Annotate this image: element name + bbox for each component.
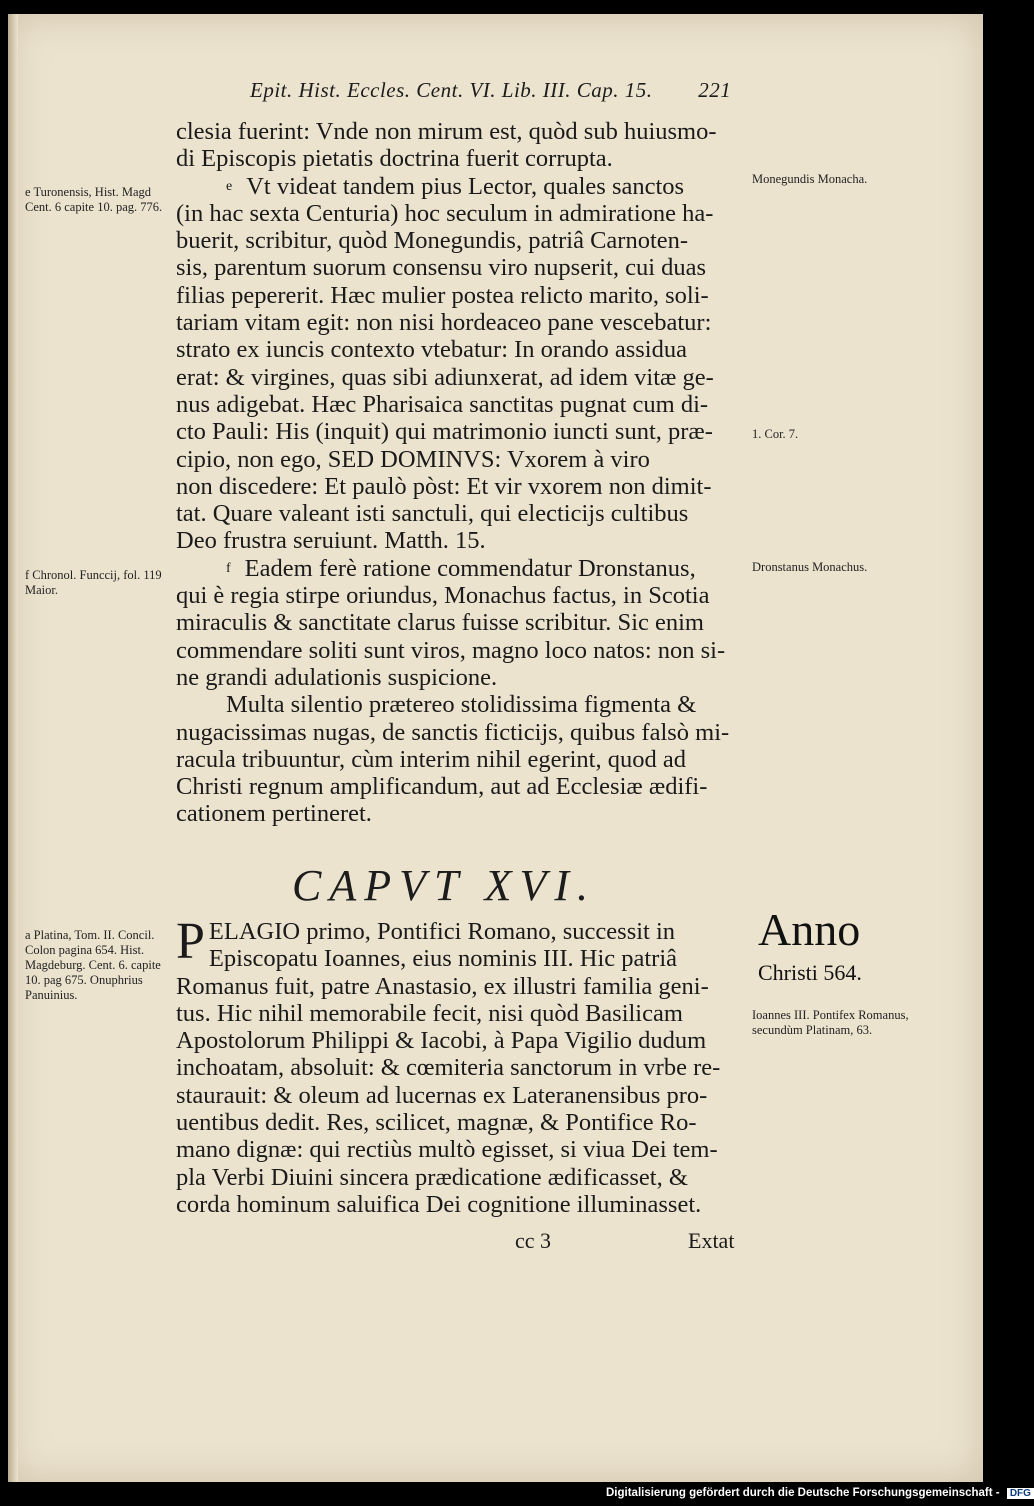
side-note-monegundis: Monegundis Monacha. xyxy=(752,172,868,186)
body-line-text: sis, parentum suorum consensu viro nupserit, cui duas xyxy=(176,254,707,282)
body-line xyxy=(176,364,756,391)
chapter-line: Romanus fuit, patre Anastasio, ex illustri familia geni- xyxy=(176,972,709,1000)
signature-mark: cc 3 xyxy=(515,1228,552,1253)
margin-note-e: e Turonensis, Hist. Magd Cent. 6 capite 10. pag. 776. xyxy=(25,185,163,214)
body-line xyxy=(176,500,756,527)
body-line-text: filias pepererit. Hæc mulier postea relicto marito, soli- xyxy=(176,281,709,309)
body-line-text: miraculis & sanctitate clarus fuisse scribitur. Sic enim xyxy=(176,609,704,637)
body-line xyxy=(176,254,756,281)
body-line xyxy=(176,391,756,418)
body-line-text: nus adigebat. Hæc Pharisaica sanctitas pugnat cum di- xyxy=(176,390,709,418)
body-line-text: erat: & virgines, quas sibi adiunxerat, ad idem vitæ ge- xyxy=(176,363,714,391)
body-line xyxy=(176,118,756,145)
chapter-line: corda hominum saluifica Dei cognitione illuminasset. xyxy=(176,1190,702,1218)
catchword: Extat xyxy=(688,1228,735,1253)
body-line xyxy=(176,336,756,363)
body-line-text: Vt videat tandem pius Lector, quales sanctos xyxy=(246,172,685,200)
body-line-text: Eadem ferè ratione commendatur Dronstanus, xyxy=(244,554,696,582)
body-line xyxy=(176,173,756,200)
body-line-text: strato ex iuncis contexto vtebatur: In orando assidua xyxy=(176,336,687,364)
body-line xyxy=(176,527,756,554)
chapter-line: uentibus dedit. Res, scilicet, magnæ, & Pontifice Ro- xyxy=(176,1109,697,1137)
body-line xyxy=(176,418,756,445)
note-reference: e xyxy=(226,178,233,194)
side-note-dronstanus: Dronstanus Monachus. xyxy=(752,560,868,574)
body-line-text: tariam vitam egit: non nisi hordeaceo pane vescebatur: xyxy=(176,309,712,337)
body-line-text: cationem pertineret. xyxy=(176,800,372,828)
body-line xyxy=(176,746,756,773)
chapter-line: Episcopatu Ioannes, eius nominis III. Hic patriâ xyxy=(208,945,678,973)
margin-note-a: a Platina, Tom. II. Concil. Colon pagina 654. Hist. Magdeburg. Cent. 6. capite 10. pag 675. Onuphrius Panuinius. xyxy=(25,928,161,1002)
chapter-heading: CAPVT XVI. xyxy=(292,861,597,910)
body-line xyxy=(176,473,756,500)
main-text-block xyxy=(176,118,756,828)
chapter-line: inchoatam, absoluit: & cœmiteria sanctorum in vrbe re- xyxy=(176,1054,721,1082)
body-line xyxy=(176,309,756,336)
header-title: Epit. Hist. Eccles. Cent. VI. Lib. III. Cap. 15. xyxy=(250,78,653,102)
side-note-cor: 1. Cor. 7. xyxy=(752,427,799,441)
dfg-logo: DFG xyxy=(1007,1488,1034,1499)
body-line-text: clesia fuerint: Vnde non mirum est, quòd sub huiusmo- xyxy=(176,118,717,145)
body-line-text: tat. Quare valeant isti sanctuli, qui electicijs cultibus xyxy=(176,500,689,528)
chapter-line: mano dignæ: qui rectiùs multò egisset, si viua Dei tem- xyxy=(176,1136,718,1164)
body-line xyxy=(176,555,756,582)
body-line-text: commendare soliti sunt viros, magno loco natos: non si- xyxy=(176,636,726,664)
body-line xyxy=(176,200,756,227)
body-line xyxy=(176,582,756,609)
body-line xyxy=(176,691,756,718)
page-number: 221 xyxy=(698,78,732,102)
side-note-ioannes: Ioannes III. Pontifex Romanus, secundùm Platinam, 63. xyxy=(752,1008,909,1037)
body-line xyxy=(176,446,756,473)
body-line xyxy=(176,227,756,254)
body-line-text: cipio, non ego, SED DOMINVS: Vxorem à viro xyxy=(176,445,650,473)
chapter-line: tus. Hic nihil memorabile fecit, nisi quòd Basilicam xyxy=(176,999,683,1027)
body-line-text: Multa silentio prætereo stolidissima figmenta & xyxy=(226,691,697,719)
note-reference: f xyxy=(226,560,231,576)
body-line-text: ne grandi adulationis suspicione. xyxy=(176,663,498,691)
body-line-text: buerit, scribitur, quòd Monegundis, patriâ Carnoten- xyxy=(176,227,689,255)
body-line-text: racula tribuuntur, cùm interim nihil egerint, quod ad xyxy=(176,745,686,773)
chapter-line: staurauit: & oleum ad lucernas ex Lateranensibus pro- xyxy=(176,1081,708,1109)
anno-label: Anno xyxy=(758,904,861,955)
body-line-text: non discedere: Et paulò pòst: Et vir vxorem non dimit- xyxy=(176,472,712,500)
christi-year: Christi 564. xyxy=(758,960,862,985)
body-line-text: (in hac sexta Centuria) hoc seculum in admiratione ha- xyxy=(176,199,714,227)
body-line-text: di Episcopis pietatis doctrina fuerit corrupta. xyxy=(176,145,613,173)
body-line-text: Christi regnum amplificandum, aut ad Ecclesiæ ædifi- xyxy=(176,773,708,801)
body-line-text: cto Pauli: His (inquit) qui matrimonio iuncti sunt, præ- xyxy=(176,418,713,446)
body-line xyxy=(176,664,756,691)
running-header xyxy=(250,78,731,103)
page-gutter-shadow xyxy=(8,14,18,1482)
body-line-text: Deo frustra seruiunt. Matth. 15. xyxy=(176,527,486,555)
body-line xyxy=(176,609,756,636)
chapter-first-line: ELAGIO primo, Pontifici Romano, successit in xyxy=(208,918,676,945)
margin-note-f: f Chronol. Funccij, fol. 119 Maior. xyxy=(25,568,162,597)
body-line xyxy=(176,637,756,664)
body-line xyxy=(176,282,756,309)
body-line xyxy=(176,145,756,172)
chapter-text-block xyxy=(176,913,756,1218)
digitization-footer xyxy=(606,1487,1034,1499)
body-line xyxy=(176,719,756,746)
body-line-text: nugacissimas nugas, de sanctis ficticijs, quibus falsò mi- xyxy=(176,718,730,746)
body-line-text: qui è regia stirpe oriundus, Monachus factus, in Scotia xyxy=(176,582,710,610)
body-line xyxy=(176,773,756,800)
body-line xyxy=(176,800,756,827)
drop-cap: P xyxy=(176,913,205,970)
chapter-line: Apostolorum Philippi & Iacobi, à Papa Vigilio dudum xyxy=(176,1027,707,1055)
chapter-line: pla Verbi Diuini sincera prædicatione ædificasset, & xyxy=(176,1163,688,1191)
footer-text: Digitalisierung gefördert durch die Deutsche Forschungsgemeinschaft - xyxy=(606,1487,1000,1499)
